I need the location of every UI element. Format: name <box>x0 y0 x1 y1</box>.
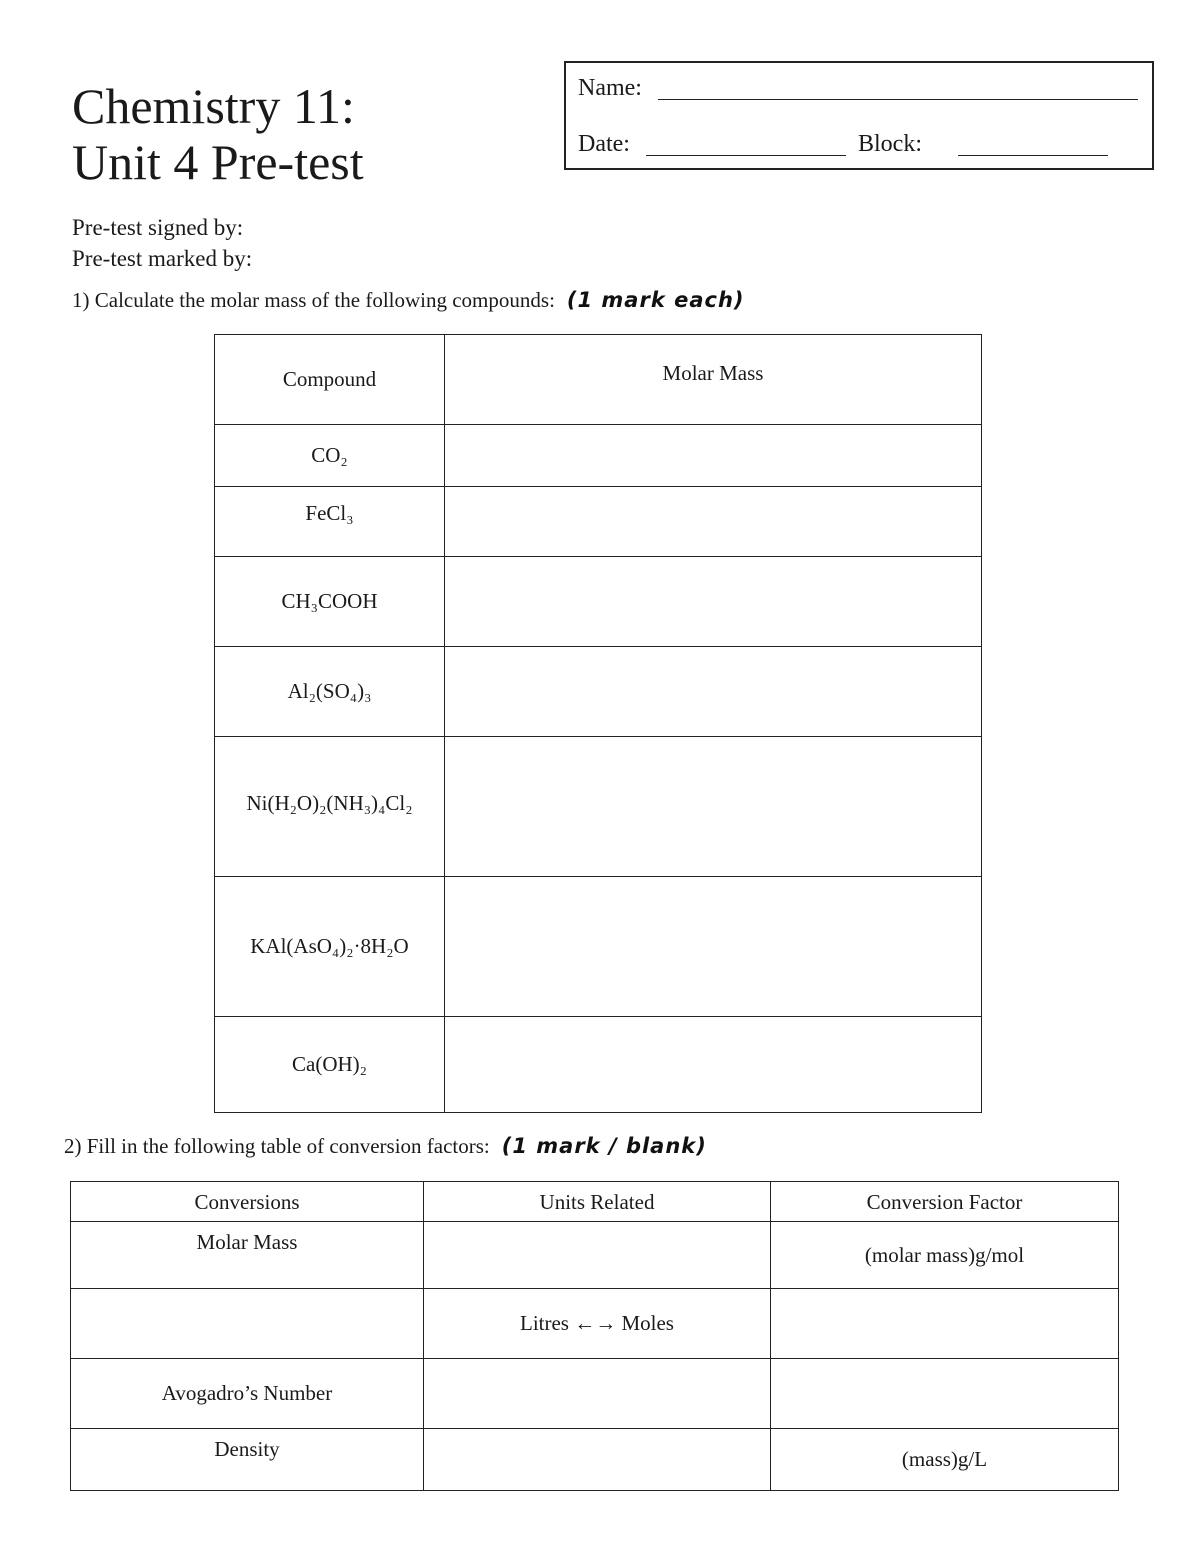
block-blank[interactable] <box>958 155 1108 156</box>
header-units-related: Units Related <box>424 1182 771 1222</box>
table-header-row <box>215 335 982 425</box>
units-answer-cell[interactable] <box>424 1222 771 1289</box>
question-1 <box>72 288 745 313</box>
title-line-2: Unit 4 Pre-test <box>72 134 364 190</box>
name-label: Name: <box>578 75 642 101</box>
factor-answer-cell[interactable] <box>771 1359 1119 1429</box>
page-title <box>72 78 364 190</box>
table-row <box>215 647 982 737</box>
compound-cell: Ca(OH)₂ <box>215 1017 445 1113</box>
title-line-1: Chemistry 11: <box>72 78 355 134</box>
compound-cell: Ni(H₂O)₂(NH₃)₄Cl₂ <box>215 737 445 877</box>
table-row <box>71 1222 1119 1289</box>
table-row <box>71 1429 1119 1491</box>
compound-cell: KAl(AsO₄)₂·8H₂O <box>215 877 445 1017</box>
molar-mass-answer-cell[interactable] <box>445 425 982 487</box>
question-2 <box>64 1134 707 1159</box>
molar-mass-table <box>214 334 982 1113</box>
compound-cell: CO₂ <box>215 425 445 487</box>
factor-cell: (molar mass)g/mol <box>771 1222 1119 1289</box>
table-row <box>215 1017 982 1113</box>
conversion-answer-cell[interactable] <box>71 1289 424 1359</box>
molar-mass-answer-cell[interactable] <box>445 877 982 1017</box>
compound-cell: CH₃COOH <box>215 557 445 647</box>
question-2-handwritten-note: (1 mark / blank) <box>501 1134 707 1158</box>
header-compound: Compound <box>215 335 445 425</box>
question-1-handwritten-note: (1 mark each) <box>566 288 745 312</box>
header-conversions: Conversions <box>71 1182 424 1222</box>
table-row <box>215 877 982 1017</box>
compound-cell: FeCl₃ <box>215 487 445 557</box>
molar-mass-answer-cell[interactable] <box>445 647 982 737</box>
student-info-box <box>564 61 1154 170</box>
marked-by-line: Pre-test marked by: <box>72 246 253 271</box>
molar-mass-answer-cell[interactable] <box>445 737 982 877</box>
date-label: Date: <box>578 131 630 157</box>
header-conversion-factor: Conversion Factor <box>771 1182 1119 1222</box>
table-row <box>215 487 982 557</box>
header-molar-mass: Molar Mass <box>445 335 982 425</box>
conversion-cell: Molar Mass <box>71 1222 424 1289</box>
table-row <box>215 557 982 647</box>
units-cell: Litres ←→ Moles <box>424 1289 771 1359</box>
molar-mass-answer-cell[interactable] <box>445 557 982 647</box>
molar-mass-answer-cell[interactable] <box>445 1017 982 1113</box>
question-2-text: 2) Fill in the following table of conversion factors: <box>64 1134 490 1158</box>
conversion-factors-table <box>70 1181 1119 1491</box>
molar-mass-answer-cell[interactable] <box>445 487 982 557</box>
date-blank[interactable] <box>646 155 846 156</box>
conversion-cell: Density <box>71 1429 424 1491</box>
units-answer-cell[interactable] <box>424 1429 771 1491</box>
units-answer-cell[interactable] <box>424 1359 771 1429</box>
block-label: Block: <box>858 131 922 157</box>
signed-by-line: Pre-test signed by: <box>72 215 244 240</box>
conversion-cell: Avogadro’s Number <box>71 1359 424 1429</box>
factor-answer-cell[interactable] <box>771 1289 1119 1359</box>
table-row <box>71 1289 1119 1359</box>
table-row <box>215 737 982 877</box>
question-1-text: 1) Calculate the molar mass of the following compounds: <box>72 288 555 312</box>
name-blank[interactable] <box>658 99 1138 100</box>
table-header-row <box>71 1182 1119 1222</box>
table-row <box>71 1359 1119 1429</box>
factor-cell: (mass)g/L <box>771 1429 1119 1491</box>
table-row <box>215 425 982 487</box>
compound-cell: Al₂(SO₄)₃ <box>215 647 445 737</box>
